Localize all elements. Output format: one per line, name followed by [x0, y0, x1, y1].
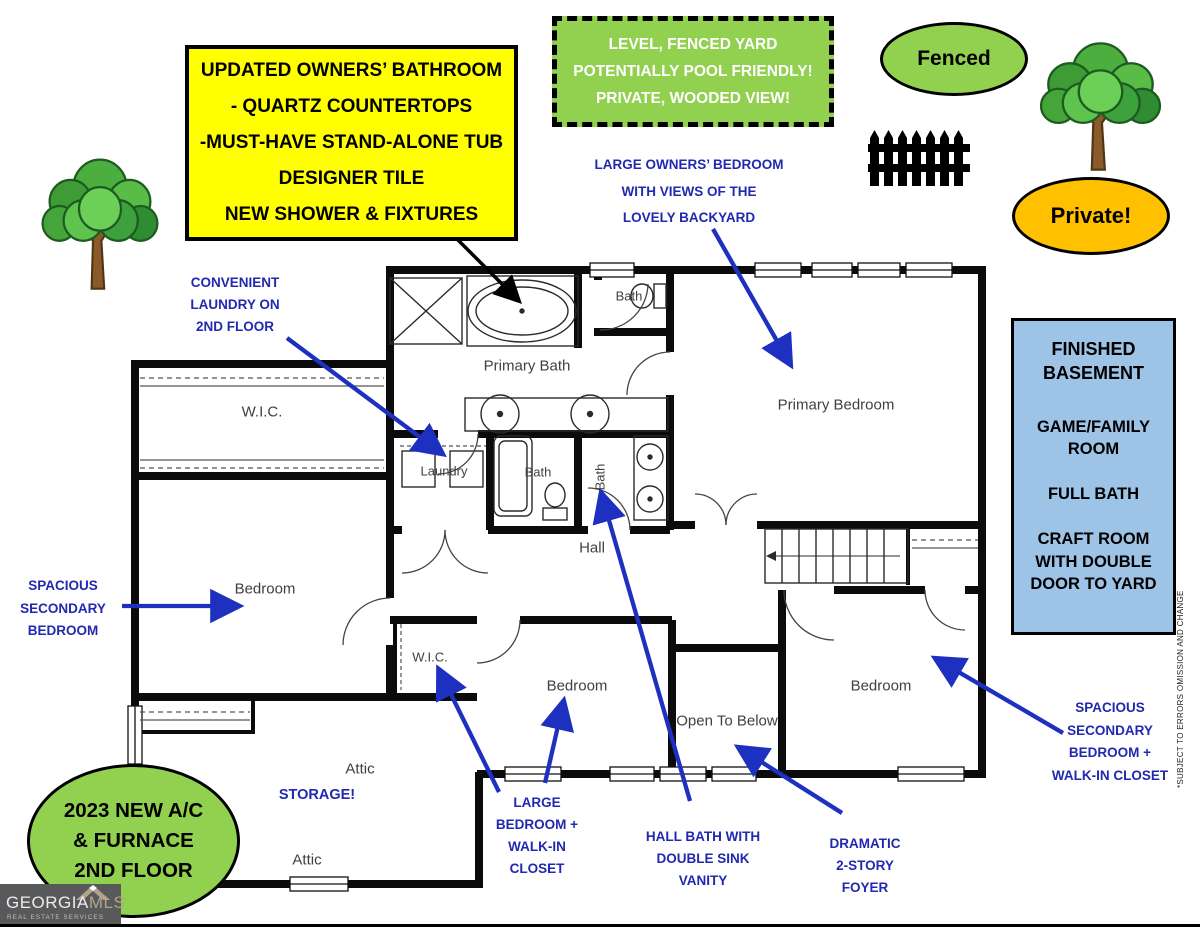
- callout-line: -MUST-HAVE STAND-ALONE TUB: [199, 132, 504, 153]
- callout-line: POTENTIALLY POOL FRIENDLY!: [573, 63, 813, 80]
- room-label-primary-bath: Primary Bath: [483, 357, 571, 375]
- annotation-line: DRAMATIC: [829, 836, 901, 851]
- georgia-mls-logo: [0, 884, 126, 927]
- fenced-badge: [880, 22, 1028, 96]
- annotation-line: VANITY: [678, 873, 728, 888]
- room-label-bedroom-left: Bedroom: [234, 580, 296, 598]
- room-label-primary-bedroom: Primary Bedroom: [777, 396, 895, 414]
- private-badge: [1012, 177, 1170, 255]
- hall-bath-annotation: [628, 826, 778, 892]
- tree-icon: [1041, 43, 1160, 169]
- room-label-bath-center: Bath: [524, 464, 552, 480]
- annotation-line: WALK-IN: [508, 839, 566, 854]
- annotation-line: WITH VIEWS OF THE: [621, 183, 757, 199]
- secondary-bedroom-left-annotation: [3, 575, 123, 643]
- room-label-bath-top: Bath: [615, 288, 643, 304]
- laundry-annotation: [160, 272, 310, 338]
- room-label-bedroom-right: Bedroom: [850, 677, 912, 695]
- private-label: Private!: [1050, 203, 1132, 228]
- owners-bedroom-annotation: [574, 152, 804, 232]
- annotation-line: SPACIOUS: [28, 578, 98, 593]
- foyer-annotation: [805, 833, 925, 899]
- fence-icon: [868, 130, 970, 186]
- basement-item: CRAFT ROOM WITH DOUBLE DOOR TO YARD: [1030, 530, 1157, 593]
- basement-item: FULL BATH: [1047, 485, 1140, 504]
- annotation-line: SPACIOUS: [1075, 700, 1145, 715]
- annotation-line: CLOSET: [509, 861, 565, 876]
- basement-item: GAME/FAMILY ROOM: [1036, 417, 1151, 458]
- annotation-line: BEDROOM: [27, 623, 99, 638]
- callout-line: UPDATED OWNERS’ BATHROOM: [200, 60, 503, 81]
- annotation-line: DOUBLE SINK: [656, 851, 750, 866]
- callout-line: LEVEL, FENCED YARD: [608, 36, 778, 53]
- room-label-bath-hall: Bath: [592, 463, 608, 491]
- annotation-line: BEDROOM +: [1068, 745, 1152, 760]
- annotation-line: WALK-IN CLOSET: [1051, 767, 1169, 783]
- annotation-line: SECONDARY: [1067, 722, 1153, 738]
- disclaimer-text: *SUBJECT TO ERRORS OMISSION AND CHANGE: [1176, 590, 1185, 788]
- hvac-line: 2ND FLOOR: [74, 859, 193, 882]
- annotation-line: BEDROOM +: [495, 817, 579, 832]
- large-bedroom-annotation: [477, 792, 597, 880]
- callout-line: NEW SHOWER & FIXTURES: [224, 204, 479, 225]
- annotation-line: HALL BATH WITH: [645, 829, 761, 844]
- basement-title: FINISHED BASEMENT: [1042, 339, 1144, 384]
- annotation-line: SECONDARY: [20, 600, 106, 616]
- logo-tagline: REAL ESTATE SERVICES: [7, 914, 105, 921]
- annotation-line: 2ND FLOOR: [195, 319, 274, 334]
- storage-annotation: STORAGE!: [278, 787, 356, 803]
- room-label-bedroom-center: Bedroom: [546, 677, 608, 695]
- room-label-open-to-below: Open To Below: [676, 712, 778, 730]
- logo-wordmark: [6, 893, 125, 913]
- room-label-wic-left: W.I.C.: [241, 403, 283, 421]
- room-label-attic-upper: Attic: [345, 760, 375, 778]
- room-label-hall: Hall: [579, 539, 605, 557]
- tree-icon: [43, 160, 158, 289]
- annotation-line: FOYER: [841, 880, 889, 895]
- room-label-laundry: Laundry: [420, 463, 468, 479]
- annotation-line: 2-STORY: [836, 858, 894, 873]
- logo-mls-text: MLS: [88, 893, 126, 912]
- annotation-line: LOVELY BACKYARD: [622, 210, 756, 225]
- room-label-wic-small: W.I.C.: [412, 649, 448, 665]
- hvac-line: & FURNACE: [73, 829, 194, 852]
- callout-line: PRIVATE, WOODED VIEW!: [595, 90, 791, 107]
- callout-line: - QUARTZ COUNTERTOPS: [230, 96, 473, 117]
- fenced-label: Fenced: [917, 47, 991, 70]
- callout-line: DESIGNER TILE: [278, 168, 425, 189]
- annotation-line: LAUNDRY ON: [190, 297, 280, 312]
- room-label-attic-lower: Attic: [292, 851, 322, 869]
- yard-callout-box: [552, 16, 834, 127]
- secondary-bedroom-right-annotation: [1035, 697, 1185, 787]
- hvac-line: 2023 NEW A/C: [63, 799, 204, 822]
- annotation-line: LARGE: [513, 795, 561, 810]
- logo-georgia-text: GEORGIA: [6, 893, 89, 912]
- basement-callout-box: [1011, 318, 1176, 635]
- annotation-line: LARGE OWNERS’ BEDROOM: [594, 157, 784, 172]
- annotation-line: CONVENIENT: [190, 275, 280, 290]
- bathroom-callout-box: [185, 45, 518, 241]
